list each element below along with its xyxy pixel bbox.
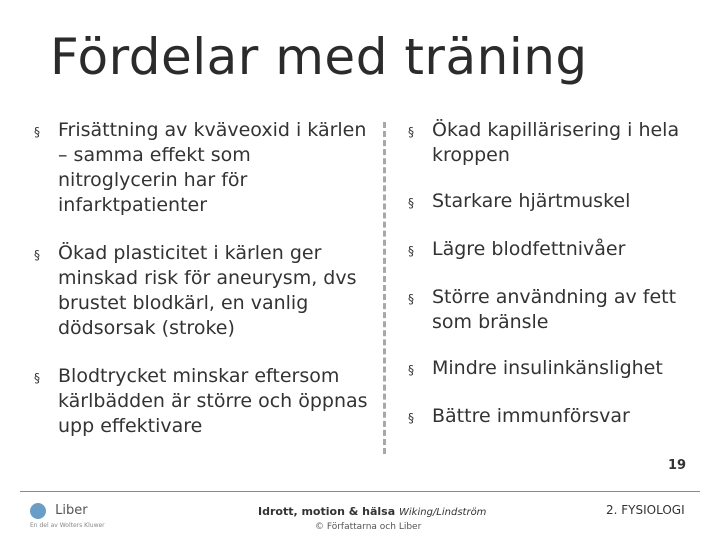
book-authors: Wiking/Lindström — [399, 507, 487, 518]
bullet-text: Frisättning av kväveoxid i kärlen – samma effekt som nitroglycerin har för infarktpatienter — [58, 119, 367, 216]
left-bullet-1 — [34, 118, 374, 218]
bullet-text: Större användning av fett som bränsle — [432, 286, 677, 333]
bullet-text: Bättre immunförsvar — [432, 405, 630, 427]
bullet-marker: § — [408, 363, 414, 377]
slide-title: Fördelar med träning — [50, 28, 588, 86]
bullet-text: Blodtrycket minskar eftersom kärlbädden är större och öppnas upp effektivare — [58, 365, 368, 437]
logo-text: Liber — [55, 503, 88, 518]
bullet-marker: § — [408, 196, 414, 210]
bullet-marker: § — [34, 371, 40, 385]
left-bullet-2 — [34, 241, 374, 341]
right-bullet-2 — [408, 189, 708, 216]
page-number: 19 — [668, 458, 687, 473]
right-bullet-4 — [408, 285, 708, 335]
bullet-marker: § — [34, 125, 40, 139]
bullet-text: Ökad plasticitet i kärlen ger minskad risk för aneurysm, dvs brustet blodkärl, en vanlig dödsorsak (stroke) — [58, 242, 357, 339]
footer-book-info — [258, 505, 486, 518]
bullet-marker: § — [408, 411, 414, 425]
left-bullet-list — [34, 118, 374, 462]
right-bullet-6 — [408, 404, 708, 431]
column-divider — [383, 122, 386, 454]
footer-divider — [20, 491, 700, 492]
right-bullet-3 — [408, 237, 708, 264]
footer-copyright: © Författarna och Liber — [315, 522, 422, 532]
publisher-logo — [30, 500, 105, 529]
bullet-text: Lägre blodfettnivåer — [432, 238, 626, 260]
bullet-marker: § — [34, 248, 40, 262]
bullet-text: Starkare hjärtmuskel — [432, 190, 631, 212]
bullet-marker: § — [408, 244, 414, 258]
right-bullet-list — [408, 118, 708, 452]
bullet-text: Mindre insulinkänslighet — [432, 357, 663, 379]
bullet-marker: § — [408, 292, 414, 306]
book-title: Idrott, motion & hälsa — [258, 505, 396, 518]
bullet-marker: § — [408, 125, 414, 139]
right-bullet-1 — [408, 118, 708, 168]
footer-section: 2. FYSIOLOGI — [606, 503, 685, 517]
logo-subtext: En del av Wolters Kluwer — [30, 522, 105, 529]
left-bullet-3 — [34, 364, 374, 439]
right-bullet-5 — [408, 356, 708, 383]
liber-logo-icon — [30, 503, 46, 519]
bullet-text: Ökad kapillärisering i hela kroppen — [432, 119, 680, 166]
